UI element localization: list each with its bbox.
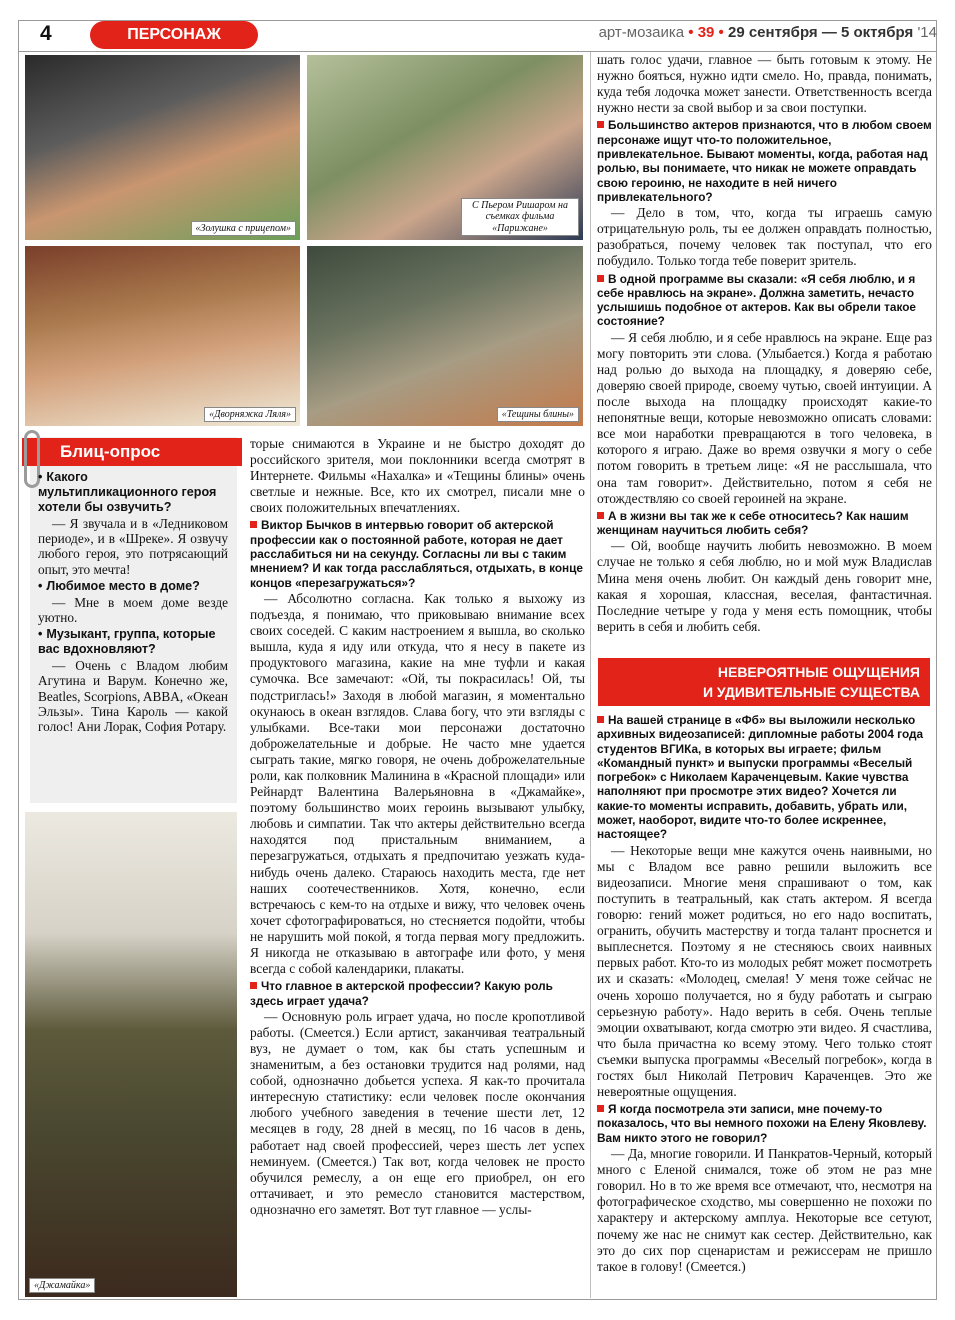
interview-question: В одной программе вы сказали: «Я себя люблю, и я себе нравлюсь на экране». Должна заметить, нечасто услышишь подобное от актеров. Как вы обрели такое состояние? <box>597 271 916 329</box>
answer-paragraph: — Я себя люблю, и я себе нравлюсь на экране. Еще раз могу повторить эти слова. (Улыбается.) Когда я работаю над ролью до выхода на площадку, я доверяю себе, доверяю своей природе, своему чутью, своей интуиции. А после выхода на площадку происходят какие-то непонятные вещи, которые невозможно описать словами: все мои наработки превращаются в того человека, в которого я играю. Даже во время озвучки я могу о себе потом говорить в третьем лице: «Я не расслышала, что она там говорит». Действительно, потом я себя не отождествляю со своей героиней на экране. <box>597 329 932 506</box>
blitz-question: • Музыкант, группа, которые вас вдохновляют? <box>38 627 216 657</box>
answer-paragraph: торые снимаются в Украине и не быстро доходят до российского зрителя, мои поклонники всегда смотрят в Интернете. Фильмы «Нахалка» и «Тещины блины» очень светлые и нежные. Все, кто их смотрел, писали мне о своих положительных впечатлениях. <box>250 436 585 516</box>
issue-dates: 29 сентября — 5 октября <box>727 24 914 41</box>
banner-line-2: И УДИВИТЕЛЬНЫЕ СУЩЕСТВА <box>702 684 920 700</box>
photo-caption: «Тещины блины» <box>497 407 579 423</box>
answer-paragraph: — Дело в том, что, когда ты играешь самую отрицательную роль, ты ее должен оправдать полностью, разобраться, почему человек так поступал, что его побудило. Только тогда тебе поверит зритель. <box>597 205 932 269</box>
column-divider <box>590 52 591 1298</box>
publication-name: арт-мозаика <box>598 24 685 41</box>
photo-parizhane <box>307 55 583 240</box>
answer-paragraph: — Некоторые вещи мне кажутся очень наивными, но мы с Владом все равно решили выложить все видеозаписи. Многие меня спрашивают о том, как поступить в театральный, как стать актером. Я всегда говорю: гений может родиться, но его надо воспитать, огранить, обучить мастерству и тогда талант проснется и выплеснется. Поэтому я не стесняюсь своих наивных первых работ. Кто-то из молодых ребят может посмотреть их и сказать: «Молодец, смелая! У меня тоже сейчас не очень хорошо получается, но я буду работать и сыграю серьезную работу». Надо верить в себя. Очень теплые эмоции охватывают, когда смотрю эти видео. Я счастлива, что была причастна ко всему этому. Чего только стоят съемки выпуска программы «Веселый погребок», когда в гостях был Николай Петрович Караченцев. Это же невероятные ощущения. <box>597 842 932 1100</box>
issue-info <box>599 24 937 41</box>
interview-question: Большинство актеров признаются, что в любом своем персонаже ищут что-то положительное, привлекательное. Бывают моменты, когда, работая над ролью, вы понимаете, что никак не можете оправдать свою героиню, не находите в ней ничего привлекательного? <box>597 118 932 204</box>
page-number: 4 <box>40 22 52 45</box>
issue-year: '14 <box>917 24 937 41</box>
answer-paragraph: — Да, многие говорили. И Панкратов-Черный, который много с Еленой снимался, тоже об этом не раз мне говорил. Но в то же время все отмечают, что, несмотря на фотографическое сходство, мы совершенно не похожи по характеру и актерскому амплуа. Некоторые все сетуют, почему же нас не снимут как сестер. Действительно, как это до сих пор сценаристам и режиссерам не пришло такое в голову! (Смеется.) <box>597 1146 932 1274</box>
photo-teshchiny-bliny <box>307 246 583 426</box>
photo-caption: «Джамайка» <box>29 1278 95 1294</box>
blitz-body <box>38 470 228 736</box>
blitz-answer: — Я звучала и в «Ледниковом периоде», и в «Шреке». Я озвучу любого героя, это потрясающий опыт, это мечта! <box>38 516 228 577</box>
photo-caption: «Золушка с прицепом» <box>191 221 296 237</box>
rubric-badge: ПЕРСОНАЖ <box>90 21 258 49</box>
section-banner <box>598 658 930 706</box>
issue-number: • 39 • <box>688 24 724 41</box>
answer-paragraph: — Ой, вообще научить любить невозможно. В моем случае не только я себя люблю, но и мой муж Владислав Мина меня очень любит. Он каждый день говорит мне, какая я хорошая, классная, веселая, фантастичная. Последние четыре у года у меня есть помощник, чтобы верить в себя и любить себя. <box>597 538 932 634</box>
photo-dzhamaika <box>25 812 237 1297</box>
answer-paragraph: — Абсолютно согласна. Как только я выхожу из подъезда, я понимаю, что приковываю внимание всех своих соседей. С каким настроением я вышла, во сколько вышла, куда я иду или откуда, что я несу в пакете из продуктового магазина, какие на мне туфли и какая сумочка. Все замечают: «Ой, ты покрасилась! Ой, ты подстриглась!» Заходя в любой магазин, я моментально окунаюсь в океан взглядов. Слава богу, что эти взгляды с улыбками. Все-таки мои персонажи достаточно доброжелательные и добрые. Не часто мне удается сыграть такие, мягко говоря, не очень доброжелательные роли, как полковник Малинина в «Красной площади» или Рейнардт Валентина Валерьяновна в «Джамайке», поэтому большинство моих героинь вызывают улыбку, любовь и симпатии. Так что актеры действительно всегда находятся под пристальным вниманием, а перезагружаться, отдыхать я предпочитаю уезжать куда-нибудь очень далеко. Стараюсь находить места, где нет наших соотечественников. Хотя, конечно, если встречаюсь с кем-то на отдыхе и вижу, что человек очень хочет сфотографироваться, но стесняется подойти, чтобы не нарушить мой покой, я тогда первая могу предложить. Я никогда не отказываю в автографе или фото, у меня всегда с собой календарики, плакаты. <box>250 590 585 977</box>
blitz-answer: — Очень с Владом любим Агутина и Варум. Конечно же, Beatles, Scorpions, ABBA, «Океан Эльзы». Тина Кароль — какой голос! Ани Лорак, София Ротару. <box>38 658 228 735</box>
blitz-answer: — Мне в моем доме везде уютно. <box>38 594 228 626</box>
article-column-middle <box>250 436 585 1218</box>
blitz-question: • Какого мультипликационного героя хотели бы озвучить? <box>38 470 217 514</box>
interview-question: Виктор Бычков в интервью говорит об актерской профессии как о постоянной работе, которая не дает расслабиться ни на секунду. Согласны ли вы с таким мнением? И как тогда расслабляться, отдыхать, в конце концов «перезагружаться»? <box>250 518 583 590</box>
interview-question: Что главное в актерской профессии? Какую роль здесь играет удача? <box>250 979 553 1008</box>
article-column-right-top <box>597 52 932 635</box>
blitz-title: Блиц-опрос <box>22 438 242 466</box>
blitz-question: • Любимое место в доме? <box>38 578 200 593</box>
photo-zolushka <box>25 55 300 240</box>
article-column-right-bottom <box>597 711 932 1275</box>
answer-paragraph: — Основную роль играет удача, но после кропотливой работы. (Смеется.) Если артист, заканчивая театральный вуз, не думает о том, как бы стать успешным и знаменитым, а без остановки трудится над ролями, над собой, однозначно добьется успеха. Я как-то прочитала интересную статистику: если человек после окончания любого учебного заведения в течение шести лет, 12 месяцев в году, 28 дней в месяц, по 16 часов в день, работает над своей профессией, через шесть лет успех неминуем. (Смеется.) Так вот, когда человек не просто обучился ремеслу, а он еще его приобрел, он его оттачивает, и это ремесло становится мастерством, однозначно его заметят. Вот тут главное — услы- <box>250 1008 585 1217</box>
banner-line-1: НЕВЕРОЯТНЫЕ ОЩУЩЕНИЯ <box>717 664 920 680</box>
interview-question: На вашей странице в «Фб» вы выложили несколько архивных видеозаписей: дипломные работы 2004 года студентов ВГИКа, в которых вы играете; фильм «Командный пункт» и выпуски программы «Веселый погребок» с Николаем Караченцевым. Какие чувства наполняют при просмотре этих видео? Хочется ли какие-то моменты исправить, добавить, убрать или, может, наоборот, видите что-то более искреннее, настоящее? <box>597 713 924 842</box>
answer-paragraph: шать голос удачи, главное — быть готовым к этому. Не нужно бояться, нужно идти смело. Но, правда, понимать, куда тебя лодочка может занести. Ответственность всегда нужно нести за свой выбор и за свои поступки. <box>597 52 932 116</box>
interview-question: Я когда посмотрела эти записи, мне почему-то показалось, что вы немного похожи на Елену Яковлеву. Вам никто этого не говорил? <box>597 1102 927 1145</box>
photo-caption: С Пьером Ришаром на съемках фильма «Парижане» <box>461 198 579 237</box>
interview-question: А в жизни вы так же к себе относитесь? Как нашим женщинам научиться любить себя? <box>597 508 909 538</box>
photo-caption: «Дворняжка Ляля» <box>204 407 296 423</box>
photo-dvornyazhka <box>25 246 300 426</box>
